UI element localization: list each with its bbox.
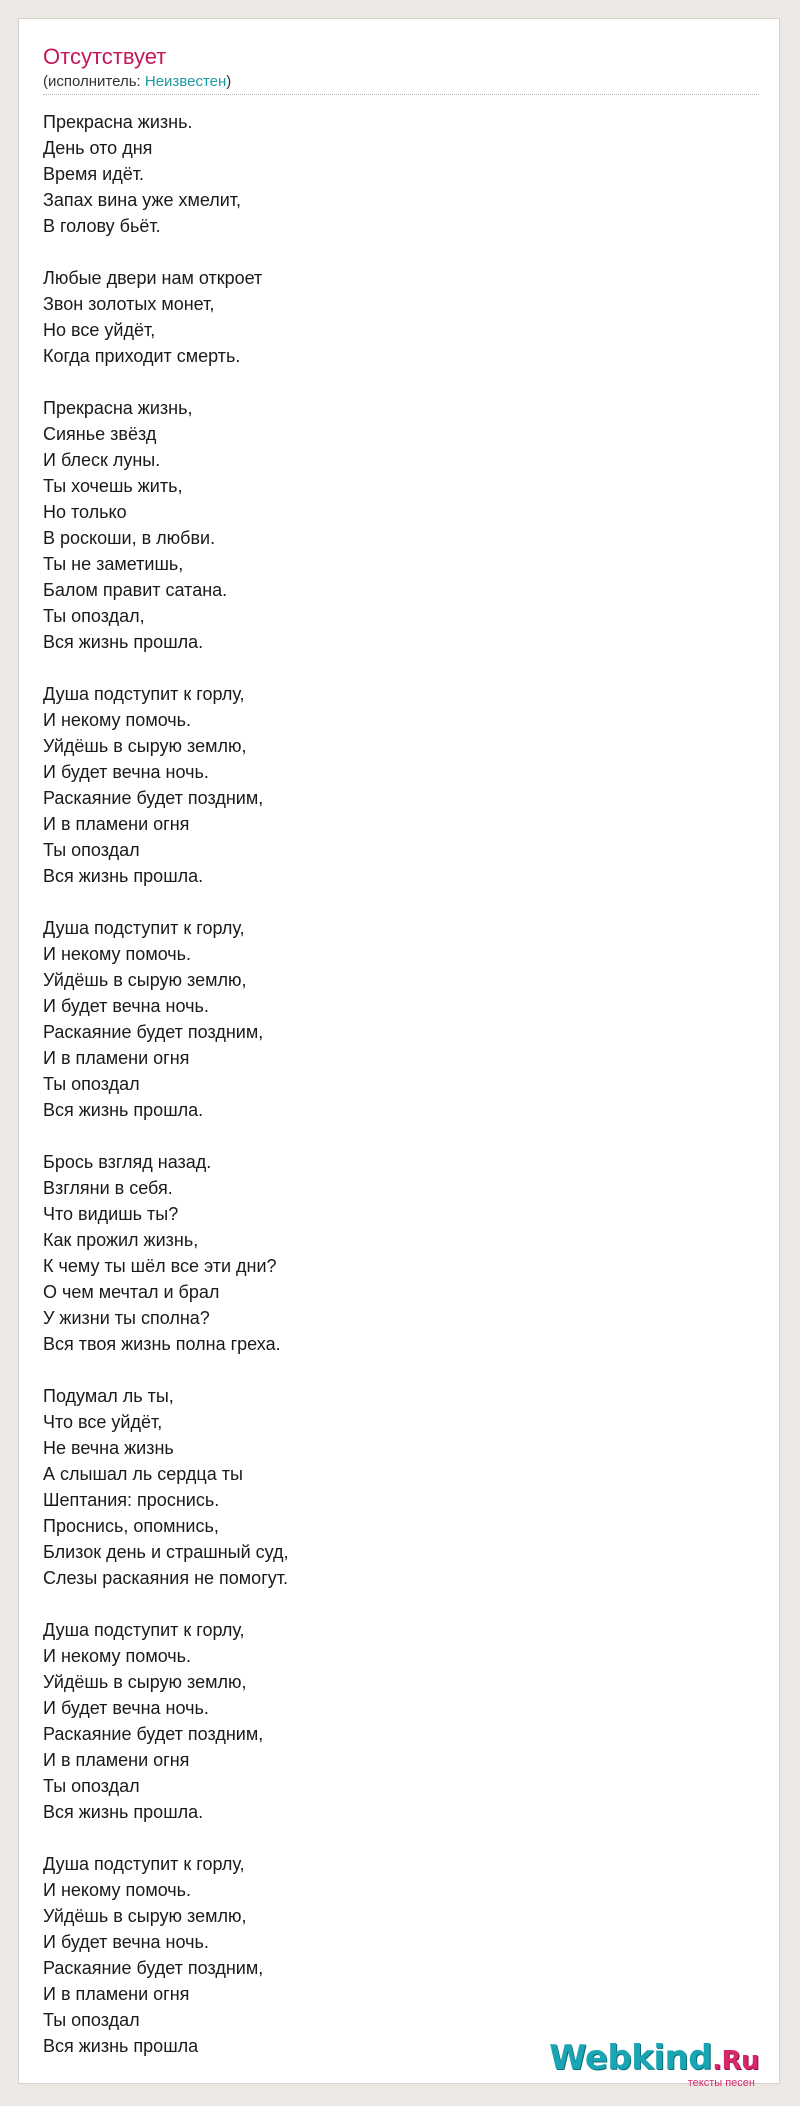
lyric-line: В голову бьёт. — [43, 216, 161, 236]
lyric-line: И в пламени огня — [43, 1984, 190, 2004]
lyric-line: Вся твоя жизнь полна греха. — [43, 1334, 281, 1354]
lyric-line: Вся жизнь прошла — [43, 2036, 199, 2056]
lyrics-body — [43, 109, 743, 2085]
lyric-line: И в пламени огня — [43, 1750, 190, 1770]
lyrics-card — [18, 18, 780, 2089]
lyrics-stanza — [43, 1383, 743, 1591]
lyric-line: Взгляни в себя. — [43, 1178, 173, 1198]
lyric-line: Вся жизнь прошла. — [43, 1100, 204, 1120]
lyric-line: Звон золотых монет, — [43, 294, 215, 314]
lyric-line: И некому помочь. — [43, 1646, 192, 1666]
lyric-line: Проснись, опомнись, — [43, 1516, 219, 1536]
lyric-line: Ты опоздал — [43, 840, 140, 860]
lyric-line: Не вечна жизнь — [43, 1438, 174, 1458]
lyric-line: Вся жизнь прошла. — [43, 1802, 204, 1822]
lyric-line: И блеск луны. — [43, 450, 161, 470]
lyric-line: И будет вечна ночь. — [43, 1698, 209, 1718]
lyric-line: Душа подступит к горлу, — [43, 1854, 245, 1874]
lyric-line: И будет вечна ночь. — [43, 996, 209, 1016]
lyrics-stanza — [43, 265, 743, 369]
lyric-line: У жизни ты сполна? — [43, 1308, 210, 1328]
lyric-line: Раскаяние будет поздним, — [43, 788, 264, 808]
lyric-line: Ты опоздал — [43, 1074, 140, 1094]
lyric-line: Душа подступит к горлу, — [43, 684, 245, 704]
lyric-line: Сиянье звёзд — [43, 424, 157, 444]
lyric-line: Ты опоздал — [43, 1776, 140, 1796]
lyrics-stanza — [43, 681, 743, 889]
lyric-line: Но только — [43, 502, 127, 522]
logo-wordmark — [549, 2040, 759, 2079]
lyric-line: Душа подступит к горлу, — [43, 918, 245, 938]
lyric-line: Душа подступит к горлу, — [43, 1620, 245, 1640]
lyric-line: Ты хочешь жить, — [43, 476, 183, 496]
song-title: Отсутствует — [43, 44, 167, 69]
artist-line — [43, 73, 231, 91]
lyric-line: А слышал ль сердца ты — [43, 1464, 243, 1484]
lyric-line: Любые двери нам откроет — [43, 268, 263, 288]
lyric-line: Прекрасна жизнь, — [43, 398, 193, 418]
lyrics-stanza — [43, 1851, 743, 2059]
lyric-line: Уйдёшь в сырую землю, — [43, 736, 247, 756]
lyrics-stanza — [43, 1617, 743, 1825]
artist-link[interactable]: Неизвестен — [144, 73, 227, 90]
lyric-line: И в пламени огня — [43, 814, 190, 834]
lyric-line: Раскаяние будет поздним, — [43, 1958, 264, 1978]
lyric-line: Что все уйдёт, — [43, 1412, 163, 1432]
lyric-line: Время идёт. — [43, 164, 144, 184]
lyrics-stanza — [43, 915, 743, 1123]
logo-tagline: тексты песен — [687, 2077, 755, 2089]
lyric-line: Раскаяние будет поздним, — [43, 1724, 264, 1744]
lyric-line: И будет вечна ночь. — [43, 1932, 209, 1952]
lyric-line: Вся жизнь прошла. — [43, 866, 204, 886]
title-divider — [43, 94, 759, 95]
lyric-line: И будет вечна ночь. — [43, 762, 209, 782]
lyric-line: Шептания: проснись. — [43, 1490, 220, 1510]
lyric-line: В роскоши, в любви. — [43, 528, 216, 548]
logo-tld: .Ru — [712, 2046, 759, 2076]
lyric-line: День ото дня — [43, 138, 153, 158]
lyric-line: Вся жизнь прошла. — [43, 632, 204, 652]
lyric-line: И некому помочь. — [43, 710, 192, 730]
lyric-line: И в пламени огня — [43, 1048, 190, 1068]
lyric-line: Что видишь ты? — [43, 1204, 179, 1224]
lyric-line: О чем мечтал и брал — [43, 1282, 220, 1302]
lyric-line: Как прожил жизнь, — [43, 1230, 199, 1250]
artist-prefix: (исполнитель: — [43, 73, 145, 90]
lyric-line: И некому помочь. — [43, 944, 192, 964]
lyric-line: Брось взгляд назад. — [43, 1152, 212, 1172]
lyric-line: Раскаяние будет поздним, — [43, 1022, 264, 1042]
lyrics-stanza — [43, 395, 743, 655]
logo-name: Webkind — [549, 2038, 713, 2078]
lyric-line: Слезы раскаяния не помогут. — [43, 1568, 289, 1588]
artist-suffix: ) — [226, 73, 232, 90]
lyric-line: Уйдёшь в сырую землю, — [43, 1672, 247, 1692]
lyric-line: Уйдёшь в сырую землю, — [43, 1906, 247, 1926]
lyric-line: Балом правит сатана. — [43, 580, 228, 600]
lyric-line: И некому помочь. — [43, 1880, 192, 1900]
lyric-line: Ты не заметишь, — [43, 554, 184, 574]
lyric-line: Уйдёшь в сырую землю, — [43, 970, 247, 990]
site-logo[interactable] — [549, 2040, 759, 2089]
lyric-line: К чему ты шёл все эти дни? — [43, 1256, 277, 1276]
lyrics-stanza — [43, 109, 743, 239]
lyric-line: Запах вина уже хмелит, — [43, 190, 242, 210]
lyric-line: Подумал ль ты, — [43, 1386, 174, 1406]
lyric-line: Прекрасна жизнь. — [43, 112, 193, 132]
lyric-line: Ты опоздал — [43, 2010, 140, 2030]
lyric-line: Когда приходит смерть. — [43, 346, 241, 366]
lyric-line: Близок день и страшный суд, — [43, 1542, 289, 1562]
lyrics-stanza — [43, 1149, 743, 1357]
lyric-line: Ты опоздал, — [43, 606, 145, 626]
lyric-line: Но все уйдёт, — [43, 320, 156, 340]
